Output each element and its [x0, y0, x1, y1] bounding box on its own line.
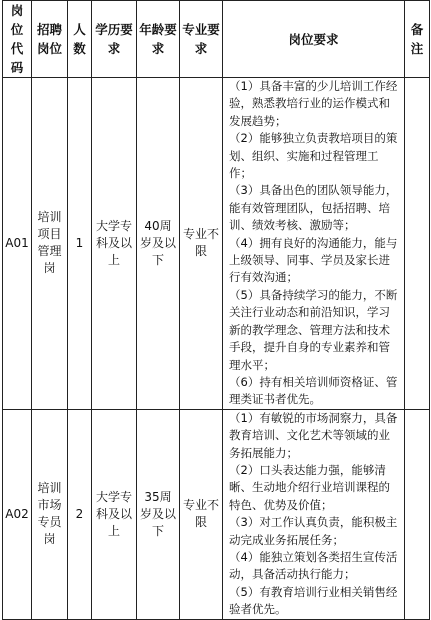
- header-post: 招聘岗位: [32, 1, 68, 78]
- post-name: 培训市场专员岗: [32, 409, 68, 619]
- header-row: [3, 1, 430, 78]
- job-requirements: [223, 409, 405, 619]
- header-requirements: 岗位要求: [223, 1, 405, 78]
- post-code: A02: [3, 409, 32, 619]
- requirement-item: （5）具备持续学习的能力，不断关注行业动态和前沿知识，学习新的教学理念、管理方法和技术手段，提升自身的专业素养和管理水平；: [229, 287, 398, 372]
- requirement-item: （3）对工作认真负责，能积极主动完成业务拓展任务；: [229, 515, 398, 547]
- age-requirement: 40周岁及以下: [137, 78, 180, 410]
- header-code: 岗位代码: [3, 1, 32, 78]
- post-name: 培训项目管理岗: [32, 78, 68, 410]
- post-note: [405, 409, 430, 619]
- major-requirement: 专业不限: [180, 78, 223, 410]
- age-requirement: 35周岁及以下: [137, 409, 180, 619]
- requirement-item: （1）具备丰富的少儿培训工作经验，熟悉教培行业的运作模式和发展趋势；: [229, 79, 398, 128]
- education-requirement: 大学专科及以上: [92, 409, 137, 619]
- header-note: 备注: [405, 1, 430, 78]
- header-count: 人数: [68, 1, 92, 78]
- header-major: 专业要求: [180, 1, 223, 78]
- job-requirements-table: [2, 0, 430, 620]
- header-age: 年龄要求: [137, 1, 180, 78]
- requirement-item: （6）持有相关培训师资格证、管理类证书者优先。: [229, 374, 398, 407]
- requirement-item: （4）拥有良好的沟通能力，能与上级领导、同事、学员及家长进行有效沟通；: [229, 235, 398, 285]
- education-requirement: 大学专科及以上: [92, 78, 137, 410]
- header-education: 学历要求: [92, 1, 137, 78]
- requirement-item: （3）具备出色的团队领导能力，能有效管理团队，包括招聘、培训、绩效考核、激励等；: [229, 183, 398, 233]
- post-code: A01: [3, 78, 32, 410]
- post-count: 1: [68, 78, 92, 410]
- post-count: 2: [68, 409, 92, 619]
- requirement-item: （5）有教育培训行业相关销售经验者优先。: [229, 584, 398, 617]
- requirement-item: （4）能独立策划各类招生宣传活动，具备活动执行能力；: [229, 549, 398, 582]
- requirement-item: （2）口头表达能力强，能够清晰、生动地介绍行业培训课程的特色、优势及价值；: [229, 462, 390, 512]
- table-row: [3, 78, 430, 410]
- requirement-item: （1）有敏锐的市场洞察力，具备教育培训、文化艺术等领域的业务拓展能力；: [229, 410, 398, 460]
- table-row: [3, 409, 430, 619]
- requirement-item: （2）能够独立负责教培项目的策划、组织、实施和过程管理工作；: [229, 131, 398, 181]
- job-requirements: [223, 78, 405, 410]
- major-requirement: 专业不限: [180, 409, 223, 619]
- post-note: [405, 78, 430, 410]
